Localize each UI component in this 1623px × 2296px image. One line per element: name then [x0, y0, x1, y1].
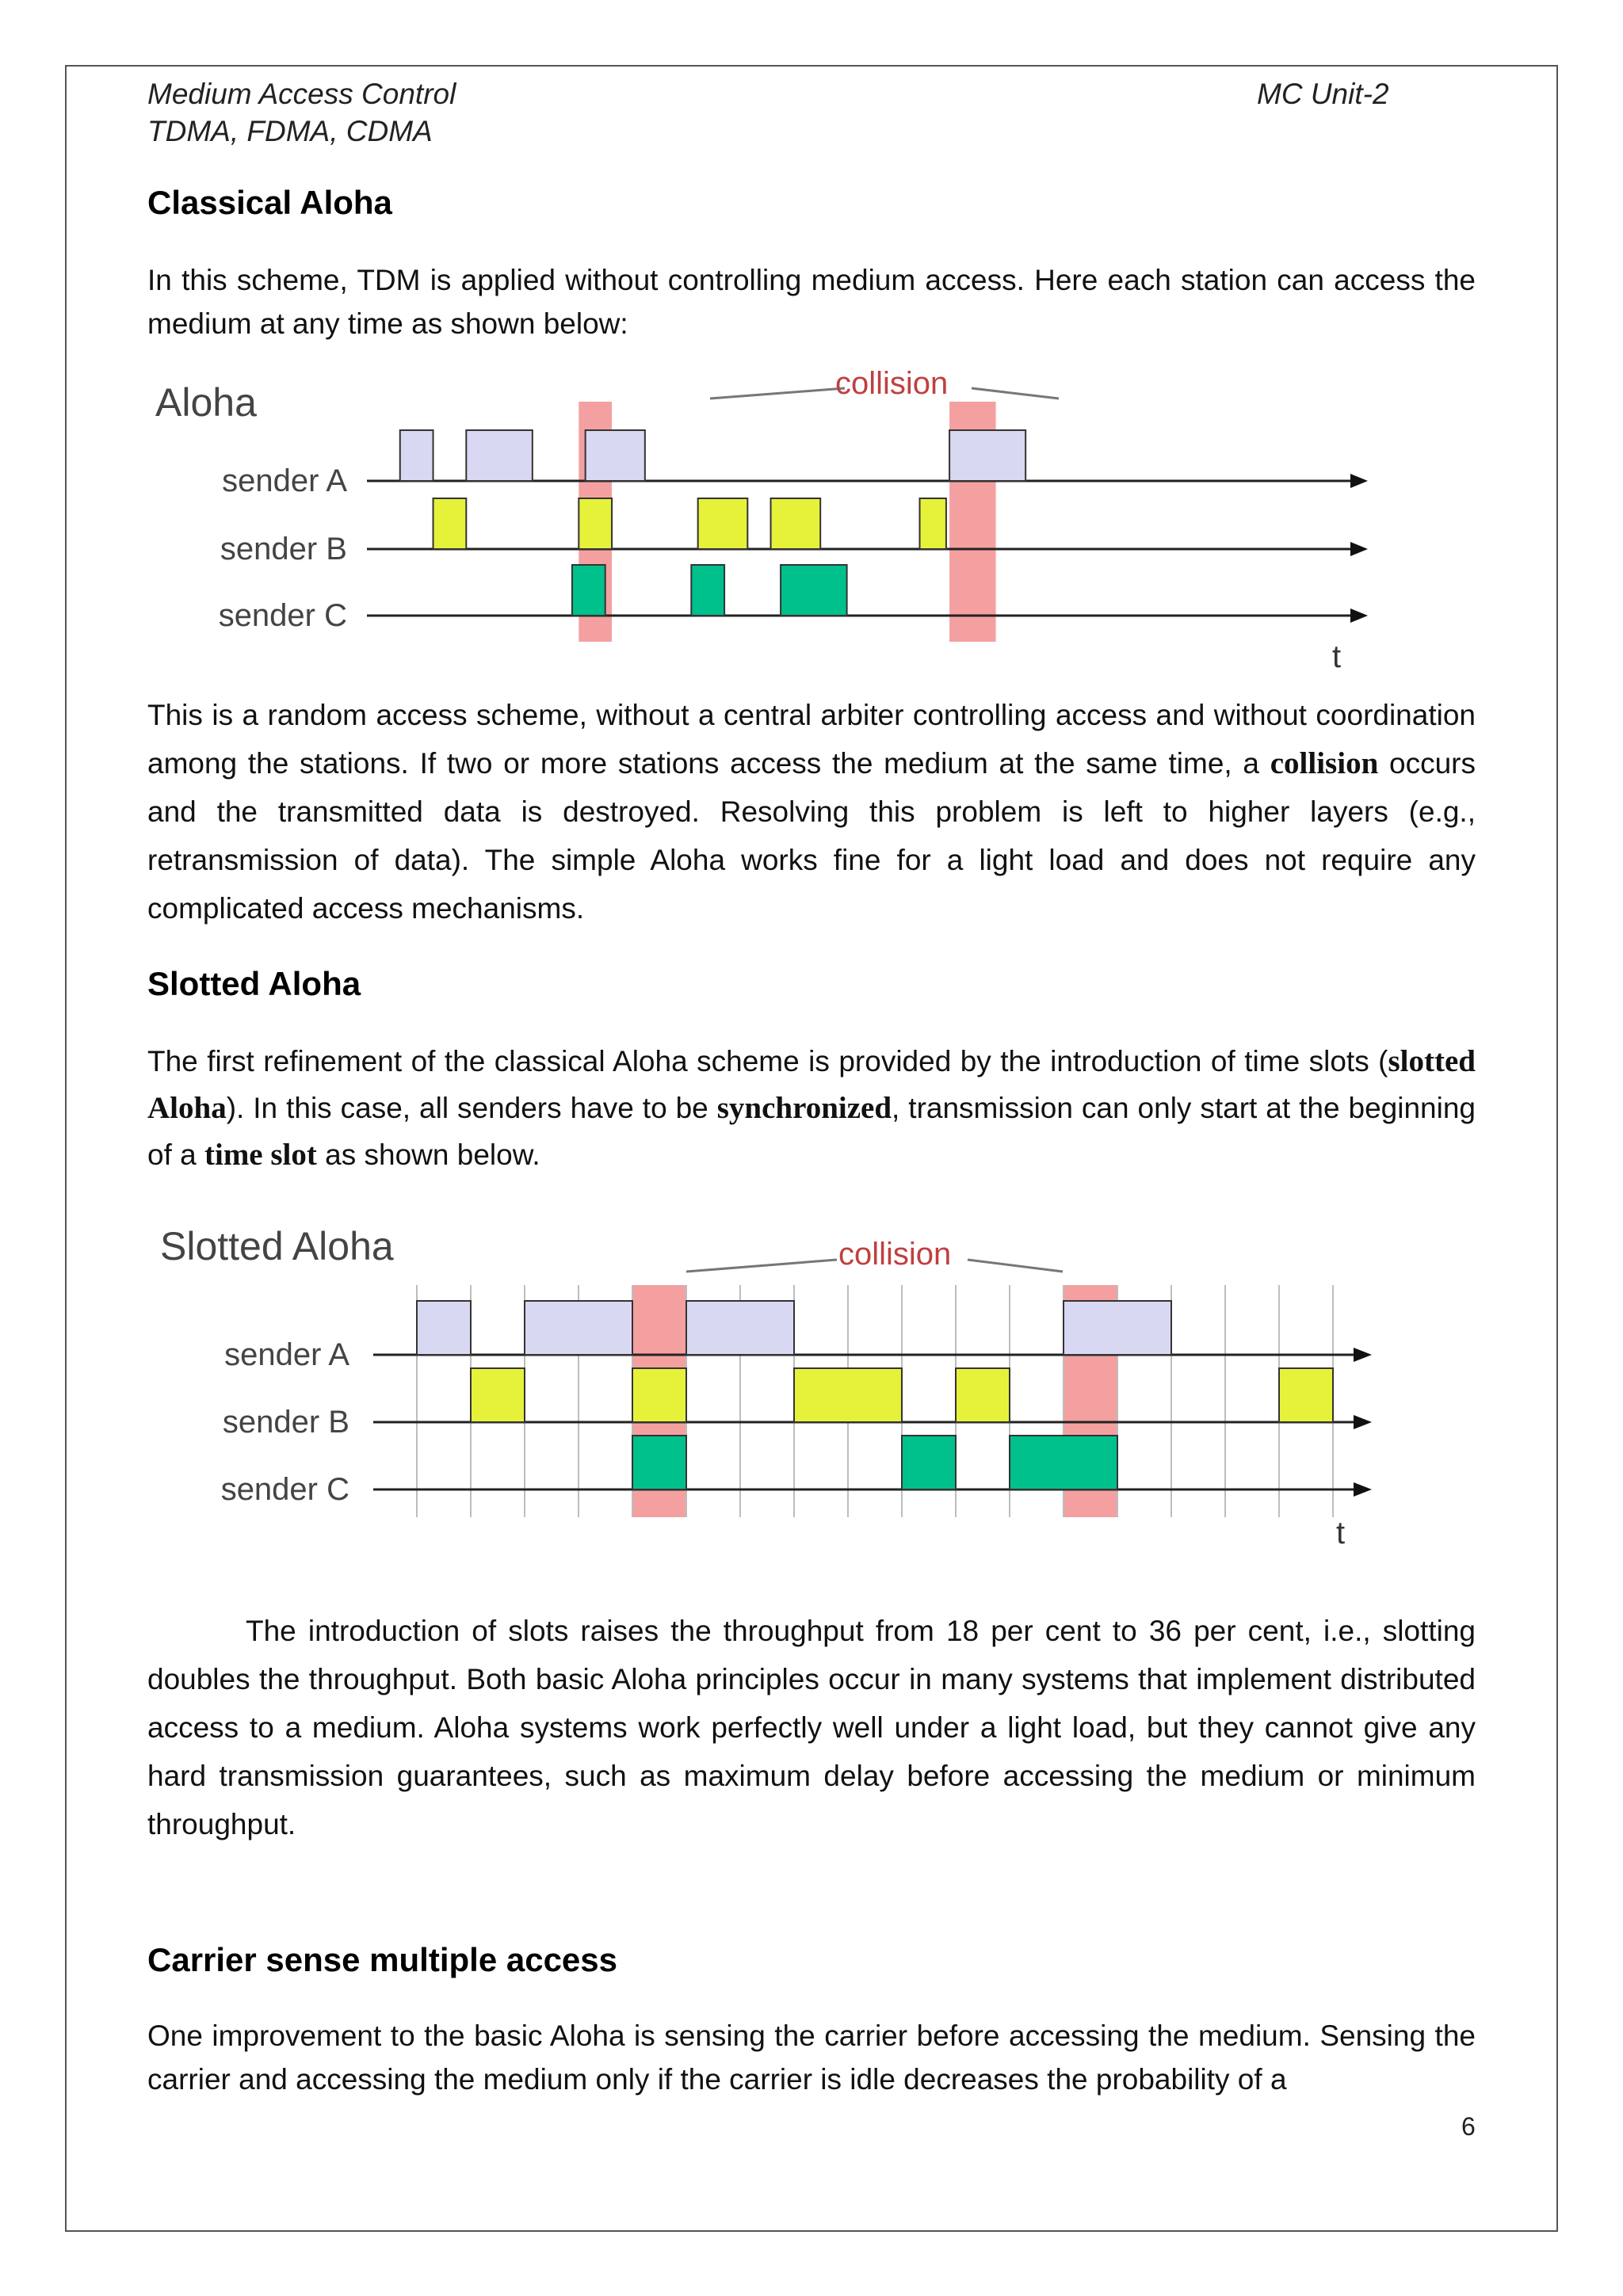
aloha-packet-B-1 [579, 498, 612, 549]
aloha-description [147, 691, 1476, 933]
slotted-intro-part4: as shown below. [316, 1138, 540, 1171]
slotted-axis-arrow-A [1354, 1348, 1372, 1362]
aloha-desc-part2: occurs and the transmitted data is destroyed. Resolving this problem is left to higher layers (e.g., retransmission of data). The simple Aloha works fine for a light load and does not require any complicated access mechanisms. [147, 747, 1476, 925]
slotted-packet-B-3 [956, 1368, 1010, 1422]
aloha-figure-title: Aloha [155, 380, 257, 425]
slotted-packet-B-2 [794, 1368, 902, 1422]
slotted-intro-bold1: slotted Aloha [147, 1044, 1476, 1125]
slotted-intro-bold3: time slot [204, 1138, 317, 1172]
slotted-description: The introduction of slots raises the throughput from 18 per cent to 36 per cent, i.e., slotting doubles the throughput. Both basic Aloha principles occur in many systems that implement distributed access to a medium. Aloha systems work perfectly well under a light load, but they cannot give any hard transmission guarantees, such as maximum delay before accessing the medium or minimum throughput. [147, 1615, 1476, 1840]
slotted-sender-label-B: sender B [222, 1405, 349, 1440]
aloha-packet-A-0 [400, 430, 433, 481]
slotted-axis-arrow-C [1354, 1482, 1372, 1497]
aloha-packet-B-0 [433, 498, 467, 549]
slotted-sender-label-C: sender C [220, 1472, 349, 1507]
heading-classical-aloha: Classical Aloha [147, 184, 392, 221]
slotted-packet-A-1 [525, 1301, 632, 1355]
slotted-axis-arrow-B [1354, 1415, 1372, 1429]
slotted-intro-bold2: synchronized [716, 1091, 892, 1125]
aloha-collision-label: collision [835, 366, 949, 401]
aloha-packet-C-1 [691, 565, 724, 616]
slotted-packet-A-2 [686, 1301, 794, 1355]
aloha-figure [147, 360, 1384, 677]
slotted-intro-part1: The first refinement of the classical Aloha scheme is provided by the introduction of time slots ( [147, 1045, 1388, 1077]
aloha-axis-arrow-A [1350, 474, 1368, 488]
aloha-desc-bold-collision: collision [1270, 746, 1379, 780]
aloha-packet-A-1 [466, 430, 533, 481]
slotted-packet-C-0 [632, 1436, 686, 1489]
aloha-sender-label-C: sender C [218, 598, 347, 633]
slotted-figure-title: Slotted Aloha [160, 1224, 394, 1268]
slotted-packet-B-4 [1279, 1368, 1333, 1422]
aloha-packet-C-2 [781, 565, 847, 616]
slotted-collision-pointer-left [686, 1260, 837, 1272]
aloha-axis-arrow-B [1350, 542, 1368, 556]
collision-pointer-right [972, 388, 1059, 399]
aloha-packet-B-3 [771, 498, 821, 549]
header-topics: TDMA, FDMA, CDMA [147, 115, 433, 147]
slotted-intro-part3: , transmission can only start at the beginning of a [147, 1092, 1476, 1171]
slotted-packet-A-3 [1064, 1301, 1171, 1355]
aloha-time-label: t [1332, 639, 1342, 674]
aloha-axis-arrow-C [1350, 608, 1368, 623]
aloha-intro: In this scheme, TDM is applied without controlling medium access. Here each station can access the medium at any time as shown below: [147, 264, 1476, 340]
slotted-collision-pointer-right [968, 1260, 1063, 1272]
slotted-packet-C-1 [902, 1436, 956, 1489]
slotted-packet-B-1 [632, 1368, 686, 1422]
aloha-sender-label-B: sender B [220, 532, 347, 566]
aloha-packet-A-2 [586, 430, 645, 481]
aloha-desc-part1: This is a random access scheme, without a central arbiter controlling access and without coordination among the stations. If two or more stations access the medium at the same time, a [147, 699, 1476, 780]
slotted-aloha-figure [147, 1212, 1384, 1553]
slotted-packet-C-2 [1010, 1436, 1117, 1489]
page-number: 6 [1461, 2112, 1476, 2141]
slotted-intro [147, 1038, 1476, 1178]
aloha-packet-C-0 [572, 565, 605, 616]
header-unit: MC Unit-2 [1257, 78, 1389, 110]
slotted-sender-label-A: sender A [224, 1337, 349, 1372]
heading-csma: Carrier sense multiple access [147, 1941, 618, 1978]
aloha-packet-B-4 [920, 498, 946, 549]
slotted-collision-label: collision [838, 1237, 952, 1272]
aloha-packet-B-2 [698, 498, 748, 549]
slotted-packet-B-0 [471, 1368, 525, 1422]
header-subject: Medium Access Control [147, 78, 456, 110]
aloha-packet-A-3 [949, 430, 1025, 481]
heading-slotted-aloha: Slotted Aloha [147, 965, 361, 1002]
collision-pointer-left [710, 388, 845, 399]
slotted-time-label: t [1336, 1516, 1346, 1550]
aloha-sender-label-A: sender A [222, 463, 347, 498]
slotted-intro-part2: ). In this case, all senders have to be [226, 1092, 717, 1124]
csma-intro: One improvement to the basic Aloha is sensing the carrier before accessing the medium. Sensing the carrier and accessing the medium only if the carrier is idle decreases the probability of a [147, 2019, 1476, 2096]
slotted-packet-A-0 [417, 1301, 471, 1355]
